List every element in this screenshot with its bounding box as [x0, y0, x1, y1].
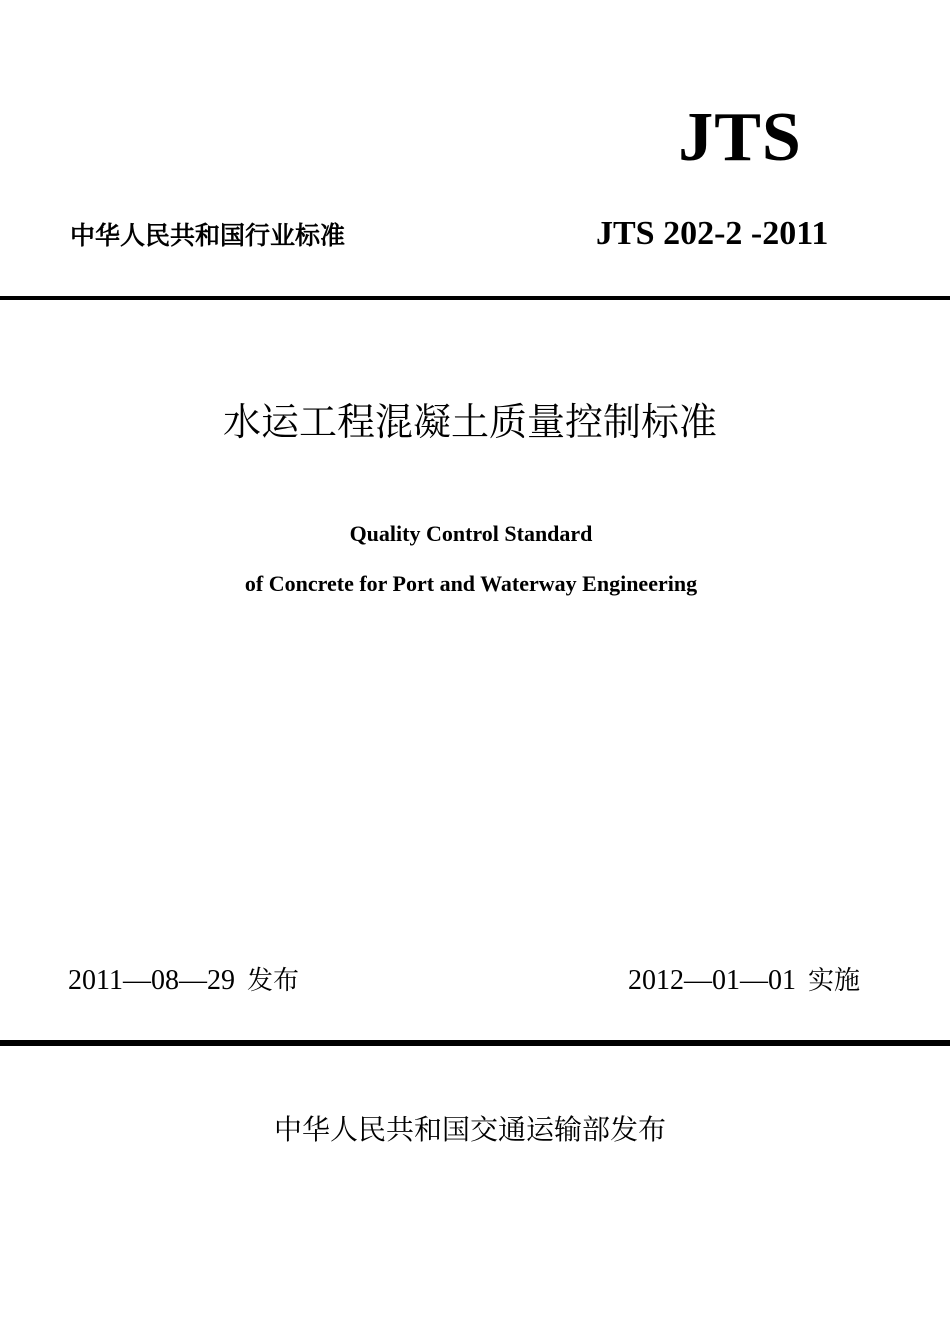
standard-code: JTS 202-2 -2011: [596, 215, 829, 252]
implement-date-block: [628, 962, 860, 1000]
english-title-line1: Quality Control Standard: [349, 521, 593, 546]
issue-date: 2011—08—29: [68, 965, 235, 996]
issue-date-block: [68, 962, 299, 1000]
english-title-line2: of Concrete for Port and Waterway Engineering: [244, 571, 698, 596]
jts-logo: JTS: [678, 99, 802, 176]
top-divider: [0, 296, 950, 300]
implement-date: 2012—01—01: [628, 965, 796, 996]
implement-label: 实施: [808, 966, 861, 996]
standard-category: 中华人民共和国行业标准: [70, 221, 346, 250]
bottom-divider: [0, 1040, 950, 1046]
issue-label: 发布: [246, 966, 299, 996]
publisher: 中华人民共和国交通运输部发布: [273, 1113, 666, 1146]
page-title: 水运工程混凝土质量控制标准: [222, 400, 717, 444]
